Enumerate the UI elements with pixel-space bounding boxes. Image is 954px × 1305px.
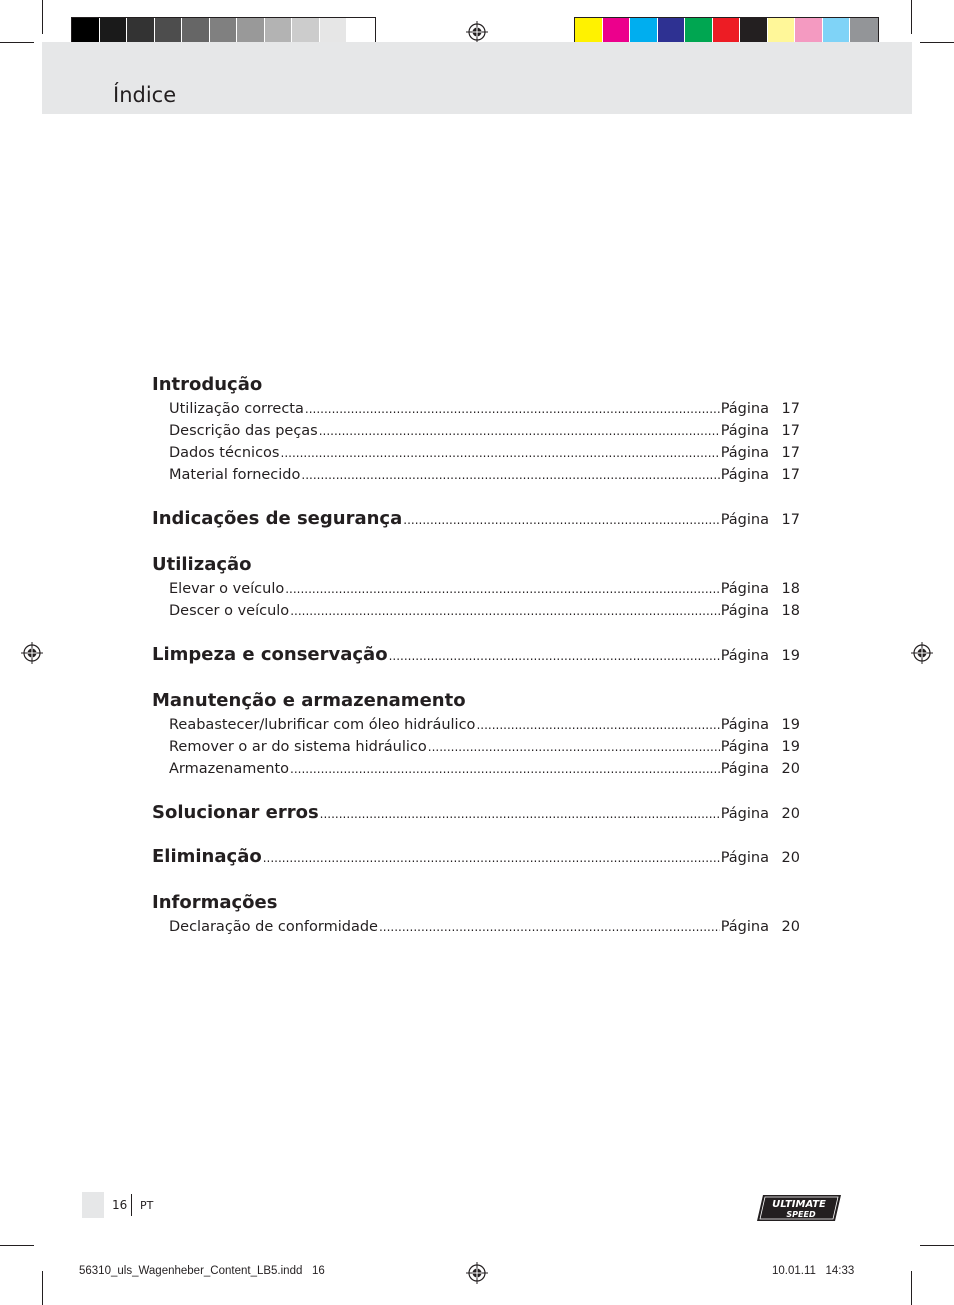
- leader-dots: [319, 420, 720, 442]
- page-number: 20: [781, 850, 800, 866]
- leader-dots: [263, 847, 720, 869]
- crop-mark: [911, 0, 912, 34]
- footer-page-tab: [82, 1192, 104, 1218]
- leader-dots: [285, 578, 719, 600]
- page-number: 19: [781, 648, 800, 664]
- toc-entry[interactable]: [152, 600, 800, 622]
- leader-dots: [305, 398, 720, 420]
- toc-entry-label: Descrição das peças: [169, 423, 318, 439]
- page-word: Página: [720, 603, 769, 619]
- toc-heading: Limpeza e conservação: [152, 644, 388, 665]
- toc-entry[interactable]: [152, 714, 800, 736]
- toc-entry-label: Utilização correcta: [169, 401, 304, 417]
- crop-mark: [42, 0, 43, 34]
- page-word: Página: [720, 467, 769, 483]
- logo-text-bottom: SPEED: [786, 1210, 816, 1219]
- registration-mark-icon: [911, 642, 933, 664]
- page-word: Página: [720, 850, 769, 866]
- toc-section-entry[interactable]: [152, 508, 800, 530]
- print-timestamp: 10.01.11 14:33: [772, 1265, 855, 1277]
- toc-entry-label: Armazenamento: [169, 761, 290, 777]
- toc-entry[interactable]: [152, 736, 800, 758]
- toc-heading: Manutenção e armazenamento: [152, 690, 466, 711]
- toc-entry[interactable]: [152, 578, 800, 600]
- footer-divider: [131, 1194, 132, 1216]
- page-word: Página: [720, 445, 769, 461]
- leader-dots: [290, 600, 720, 622]
- crop-mark: [0, 1245, 34, 1246]
- file-slug: 56310_uls_Wagenheber_Content_LB5.indd 16: [79, 1265, 325, 1277]
- toc-entry-label: Dados técnicos: [169, 445, 280, 461]
- crop-mark: [920, 42, 954, 43]
- toc-entry-label: Elevar o veículo: [169, 581, 285, 597]
- crop-mark: [42, 1271, 43, 1305]
- toc-entry[interactable]: [152, 442, 800, 464]
- toc-heading: Utilização: [152, 554, 252, 575]
- leader-dots: [403, 509, 719, 531]
- toc-entry[interactable]: [152, 758, 800, 780]
- crop-mark: [911, 1271, 912, 1305]
- page-word: Página: [720, 919, 769, 935]
- table-of-contents: [152, 372, 800, 938]
- leader-dots: [320, 803, 720, 825]
- page-title: Índice: [113, 83, 177, 107]
- page-number: 17: [781, 512, 800, 528]
- page-word: Página: [720, 423, 769, 439]
- toc-heading: Introdução: [152, 374, 263, 395]
- toc-entry[interactable]: [152, 464, 800, 486]
- toc-section-entry[interactable]: [152, 802, 800, 824]
- page-word: Página: [720, 648, 769, 664]
- leader-dots: [389, 645, 720, 667]
- page-number: 17: [781, 401, 800, 417]
- page-number: 17: [781, 445, 800, 461]
- leader-dots: [290, 758, 720, 780]
- toc-entry-label: Remover o ar do sistema hidráulico: [169, 739, 427, 755]
- page-word: Página: [720, 739, 769, 755]
- registration-mark-icon: [466, 1262, 488, 1284]
- leader-dots: [476, 714, 719, 736]
- toc-entry-label: Descer o veículo: [169, 603, 290, 619]
- toc-entry[interactable]: [152, 916, 800, 938]
- toc-entry-label: Declaração de conformidade: [169, 919, 378, 935]
- toc-entry[interactable]: [152, 398, 800, 420]
- crop-mark: [920, 1245, 954, 1246]
- page-number: 20: [781, 806, 800, 822]
- toc-heading: Indicações de segurança: [152, 508, 403, 529]
- toc-heading: Eliminação: [152, 846, 262, 867]
- page-word: Página: [720, 761, 769, 777]
- page-number: 20: [781, 761, 800, 777]
- footer-language: PT: [140, 1199, 154, 1212]
- page-number: 19: [781, 717, 800, 733]
- page-number: 17: [781, 467, 800, 483]
- page-word: Página: [720, 806, 769, 822]
- toc-entry-label: Material fornecido: [169, 467, 301, 483]
- registration-mark-icon: [466, 21, 488, 43]
- page-number: 18: [781, 581, 800, 597]
- toc-heading: Solucionar erros: [152, 802, 319, 823]
- page-word: Página: [720, 717, 769, 733]
- page-word: Página: [720, 401, 769, 417]
- page-number: 20: [781, 919, 800, 935]
- footer-page-number: 16: [112, 1198, 128, 1212]
- page-number: 17: [781, 423, 800, 439]
- page-number: 19: [781, 739, 800, 755]
- leader-dots: [379, 916, 720, 938]
- toc-section-entry[interactable]: [152, 846, 800, 868]
- toc-entry-label: Reabastecer/lubrificar com óleo hidráulico: [169, 717, 476, 733]
- ultimate-speed-logo: [755, 1194, 843, 1222]
- page-word: Página: [720, 581, 769, 597]
- toc-entry[interactable]: [152, 420, 800, 442]
- registration-mark-icon: [21, 642, 43, 664]
- page-word: Página: [720, 512, 769, 528]
- leader-dots: [428, 736, 720, 758]
- page-number: 18: [781, 603, 800, 619]
- leader-dots: [301, 464, 719, 486]
- leader-dots: [281, 442, 720, 464]
- toc-section-entry[interactable]: [152, 644, 800, 666]
- crop-mark: [0, 42, 34, 43]
- logo-text-top: ULTIMATE: [772, 1199, 826, 1210]
- toc-heading: Informações: [152, 892, 278, 913]
